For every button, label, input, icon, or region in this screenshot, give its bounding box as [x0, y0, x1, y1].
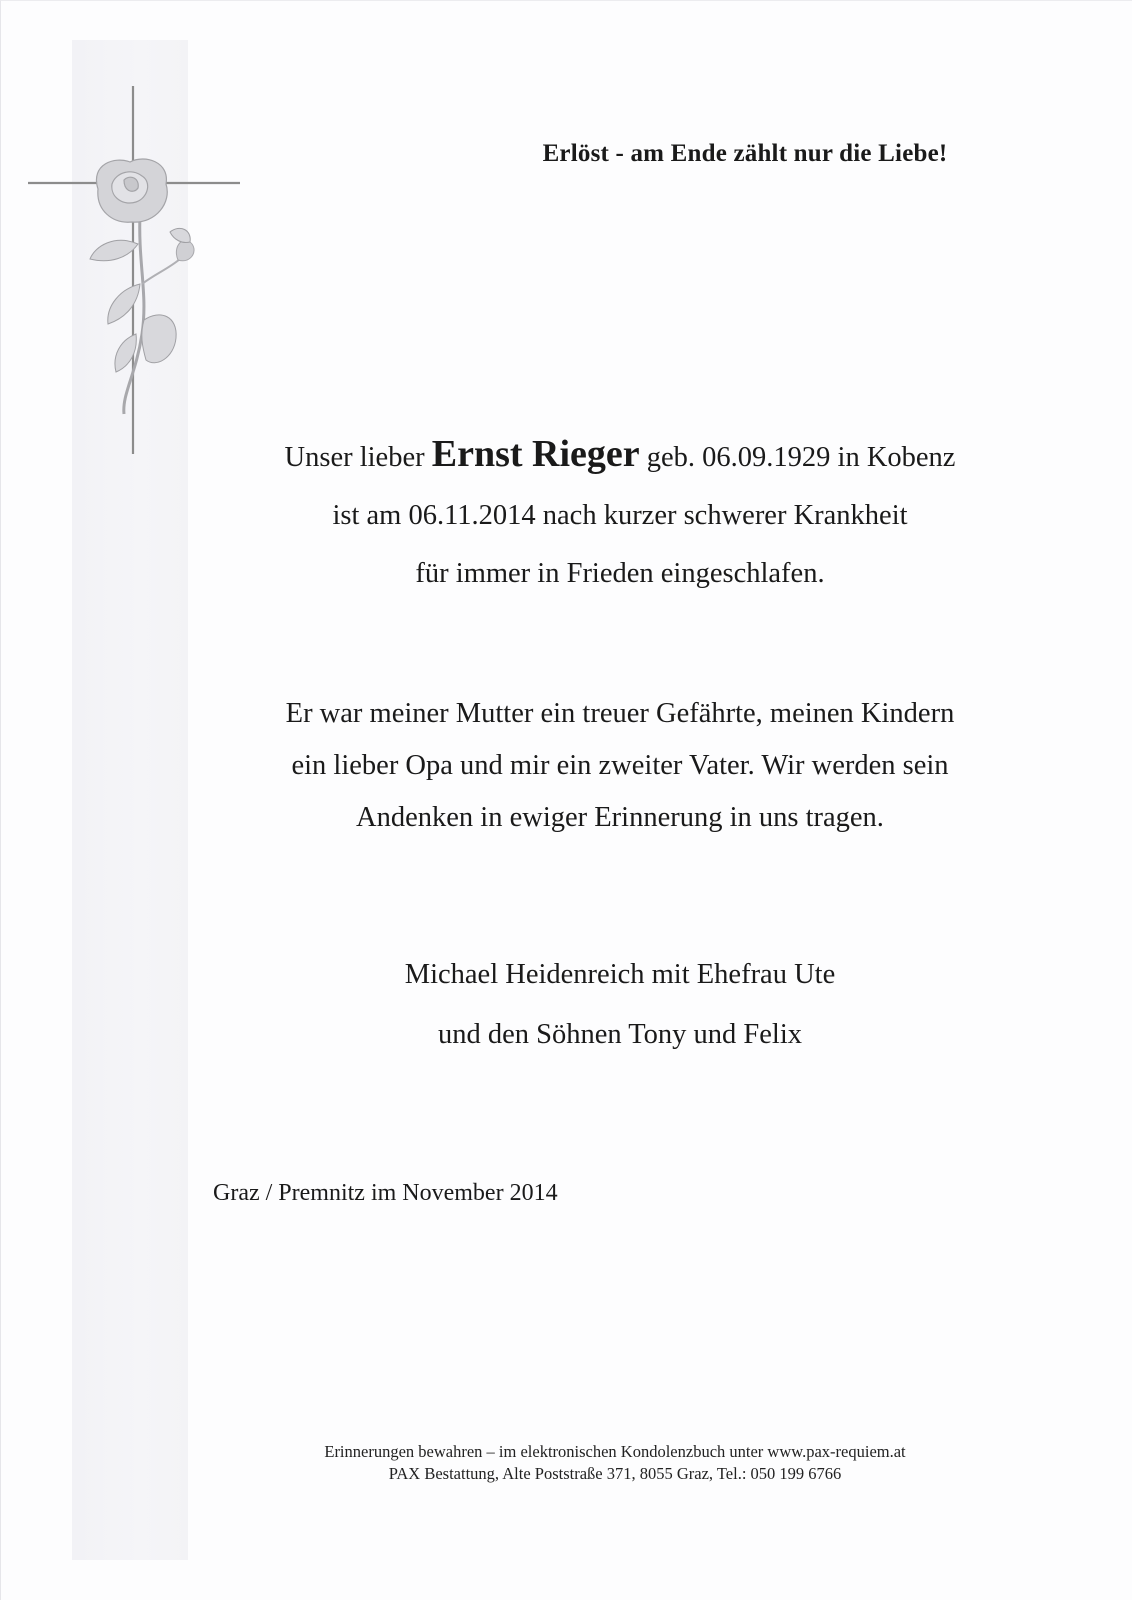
tribute-line-3: Andenken in ewiger Erinnerung in uns tragen. — [356, 802, 884, 833]
tribute-line-1: Er war meiner Mutter ein treuer Gefährte, meinen Kindern — [285, 698, 955, 729]
footer-line-1: Erinnerungen bewahren – im elektronischen Kondolenzbuch unter www.pax-requiem.at — [324, 1442, 906, 1461]
announcement-line-2: ist am 06.11.2014 nach kurzer schwerer Krankheit — [332, 500, 908, 531]
place-date: Graz / Premnitz im November 2014 — [213, 1180, 558, 1206]
mourners — [300, 945, 940, 1065]
birth-info: geb. 06.09.1929 in Kobenz — [646, 442, 956, 473]
announcement-line-3: für immer in Frieden eingeschlafen. — [415, 558, 825, 589]
mourners-line-1: Michael Heidenreich mit Ehefrau Ute — [404, 959, 836, 990]
death-announcement — [200, 425, 1040, 603]
announcement-intro: Unser lieber — [284, 442, 425, 473]
cross-rose-icon — [20, 84, 250, 464]
motto: Erlöst - am Ende zählt nur die Liebe! — [542, 140, 948, 167]
deceased-name: Ernst Rieger — [431, 433, 640, 475]
mourners-line-2: und den Söhnen Tony und Felix — [437, 1019, 802, 1050]
tribute-text — [220, 688, 1020, 844]
tribute-line-2: ein lieber Opa und mir ein zweiter Vater. Wir werden sein — [291, 750, 949, 781]
footer-line-2: PAX Bestattung, Alte Poststraße 371, 8055 Graz, Tel.: 050 199 6766 — [388, 1464, 842, 1483]
footer — [250, 1441, 980, 1485]
announcement-line-1 — [200, 425, 1040, 487]
